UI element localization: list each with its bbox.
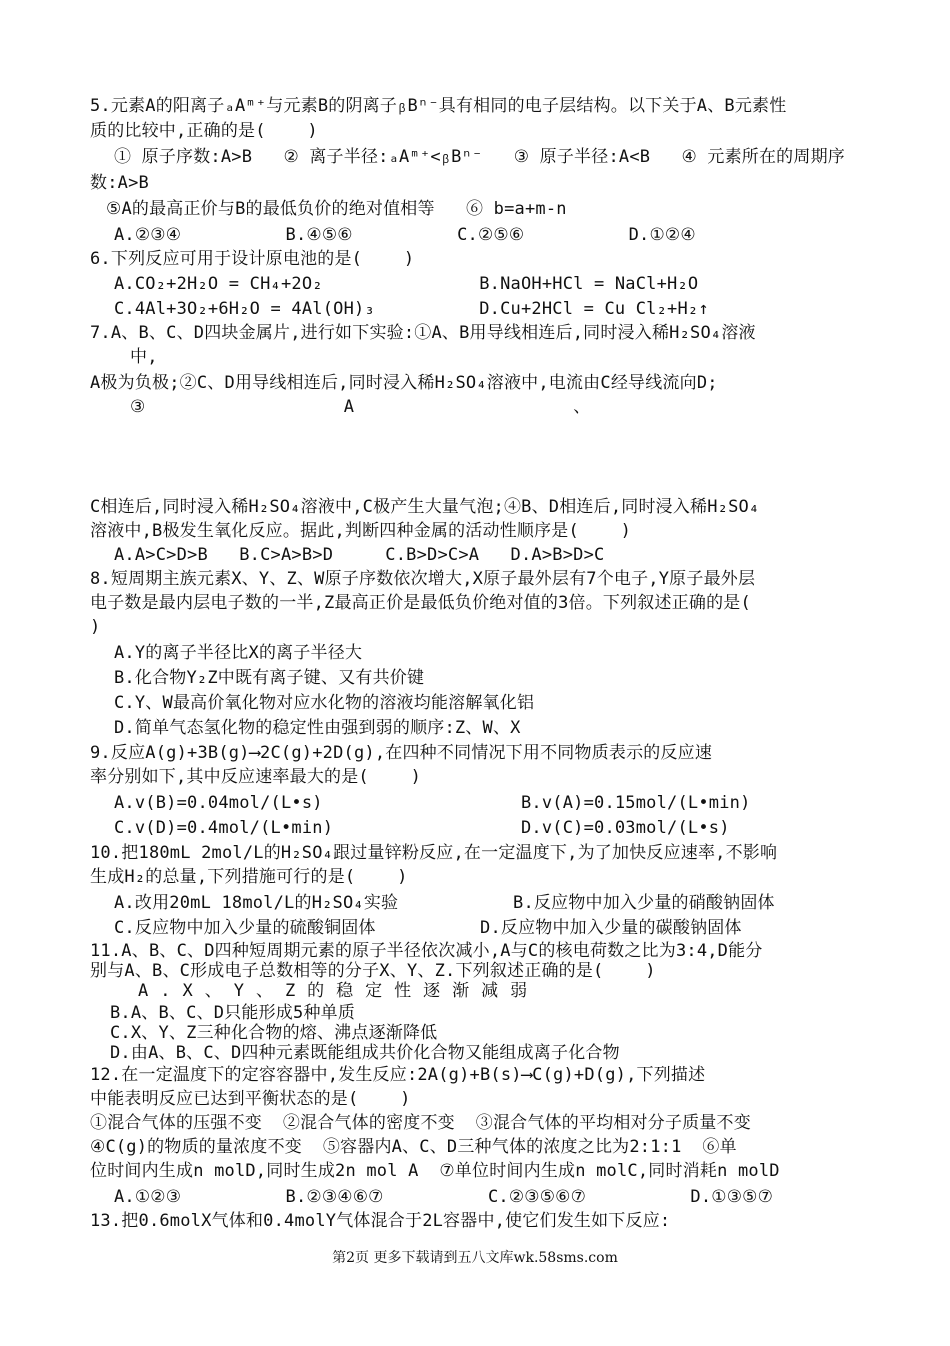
q10-options-ab: A.改用20mL 18mol/L的H₂SO₄实验 B.反应物中加入少量的硝酸钠固体 <box>114 893 775 913</box>
q9-options-ab: A.v(B)=0.04mol/(L•s) B.v(A)=0.15mol/(L•min) <box>114 793 751 813</box>
q7-stem-line1: 7.A、B、C、D四块金属片,进行如下实验:①A、B用导线相连后,同时浸入稀H₂SO₄溶液 <box>90 323 756 343</box>
q9-options-cd: C.v(D)=0.4mol/(L•min) D.v(C)=0.03mol/(L•s) <box>114 818 730 838</box>
q7-options: A.A>C>D>B B.C>A>B>D C.B>D>C>A D.A>B>D>C <box>114 545 605 565</box>
q12-statement-line2: ④C(g)的物质的量浓度不变 ⑤容器内A、C、D三种气体的浓度之比为2:1:1 ⑥单 <box>90 1137 737 1157</box>
q11-option-d: D.由A、B、C、D四种元素既能组成共价化合物又能组成离子化合物 <box>110 1043 620 1063</box>
q10-stem-line2: 生成H₂的总量,下列措施可行的是( ) <box>90 867 408 887</box>
q9-stem-line1: 9.反应A(g)+3B(g)⟶2C(g)+2D(g),在四种不同情况下用不同物质表示的反应速 <box>90 743 713 763</box>
q7-stem-line2: 中, <box>130 347 158 367</box>
q11-option-a: A.X、Y、Z的稳定性逐渐减弱 <box>138 981 540 1001</box>
q5-statement-line1: ① 原子序数:A>B ② 离子半径:ₐAᵐ⁺<ᵦBⁿ⁻ ③ 原子半径:A<B ④ 元素所在的周期序 <box>114 147 845 167</box>
q13-stem-line1: 13.把0.6molX气体和0.4molY气体混合于2L容器中,使它们发生如下反应: <box>90 1211 671 1231</box>
q8-option-a: A.Y的离子半径比X的离子半径大 <box>114 643 363 663</box>
q6-stem: 6.下列反应可用于设计原电池的是( ) <box>90 249 415 269</box>
q10-stem-line1: 10.把180mL 2mol/L的H₂SO₄跟过量锌粉反应,在一定温度下,为了加快反应速率,不影响 <box>90 843 778 863</box>
q8-stem-line3: ) <box>90 617 101 637</box>
q12-statement-line3: 位时间内生成n molD,同时生成2n mol A ⑦单位时间内生成n molC,同时消耗n molD <box>90 1161 780 1181</box>
q12-statement-line1: ①混合气体的压强不变 ②混合气体的密度不变 ③混合气体的平均相对分子质量不变 <box>90 1113 751 1133</box>
q7-stem-line6: 溶液中,B极发生氧化反应。据此,判断四种金属的活动性顺序是( ) <box>90 521 632 541</box>
q7-stem-line4: ③ A 、 <box>130 397 591 417</box>
q11-stem-line2: 别与A、B、C形成电子总数相等的分子X、Y、Z.下列叙述正确的是( ) <box>90 961 656 981</box>
q11-option-b: B.A、B、C、D只能形成5种单质 <box>110 1003 356 1023</box>
q8-option-b: B.化合物Y₂Z中既有离子键、又有共价键 <box>114 668 425 688</box>
q8-stem-line1: 8.短周期主族元素X、Y、Z、W原子序数依次增大,X原子最外层有7个电子,Y原子最外层 <box>90 569 756 589</box>
q12-stem-line2: 中能表明反应已达到平衡状态的是( ) <box>90 1089 411 1109</box>
q11-option-c: C.X、Y、Z三种化合物的熔、沸点逐渐降低 <box>110 1023 438 1043</box>
q7-stem-line3: A极为负极;②C、D用导线相连后,同时浸入稀H₂SO₄溶液中,电流由C经导线流向D; <box>90 373 718 393</box>
page-footer: 第2页 更多下载请到五八文库wk.58sms.com <box>332 1250 618 1266</box>
q6-options-ab: A.CO₂+2H₂O = CH₄+2O₂ B.NaOH+HCl = NaCl+H₂O <box>114 274 699 294</box>
q9-stem-line2: 率分别如下,其中反应速率最大的是( ) <box>90 767 422 787</box>
q5-options: A.②③④ B.④⑤⑥ C.②⑤⑥ D.①②④ <box>114 225 696 245</box>
q5-statement-line2: 数:A>B <box>90 173 149 193</box>
q11-stem-line1: 11.A、B、C、D四种短周期元素的原子半径依次减小,A与C的核电荷数之比为3:4,D能分 <box>90 941 763 961</box>
q10-options-cd: C.反应物中加入少量的硫酸铜固体 D.反应物中加入少量的碳酸钠固体 <box>114 918 742 938</box>
q8-option-c: C.Y、W最高价氧化物对应水化物的溶液均能溶解氧化铝 <box>114 693 535 713</box>
q5-stem-line1: 5.元素A的阳离子ₐAᵐ⁺与元素B的阴离子ᵦBⁿ⁻具有相同的电子层结构。以下关于A、B元素性 <box>90 96 787 116</box>
q6-options-cd: C.4Al+3O₂+6H₂O = 4Al(OH)₃ D.Cu+2HCl = Cu Cl₂+H₂↑ <box>114 299 709 319</box>
q5-statement-line3: ⑤A的最高正价与B的最低负价的绝对值相等 ⑥ b=a+m-n <box>106 199 567 219</box>
q8-stem-line2: 电子数是最内层电子数的一半,Z最高正价是最低负价绝对值的3倍。下列叙述正确的是( <box>90 593 751 613</box>
q12-options: A.①②③ B.②③④⑥⑦ C.②③⑤⑥⑦ D.①③⑤⑦ <box>114 1187 774 1207</box>
q7-stem-line5: C相连后,同时浸入稀H₂SO₄溶液中,C极产生大量气泡;④B、D相连后,同时浸入稀H₂SO₄ <box>90 497 760 517</box>
q8-option-d: D.简单气态氢化物的稳定性由强到弱的顺序:Z、W、X <box>114 718 521 738</box>
q12-stem-line1: 12.在一定温度下的定容容器中,发生反应:2A(g)+B(s)⟶C(g)+D(g),下列描述 <box>90 1065 706 1085</box>
q5-stem-line2: 质的比较中,正确的是( ) <box>90 121 318 141</box>
